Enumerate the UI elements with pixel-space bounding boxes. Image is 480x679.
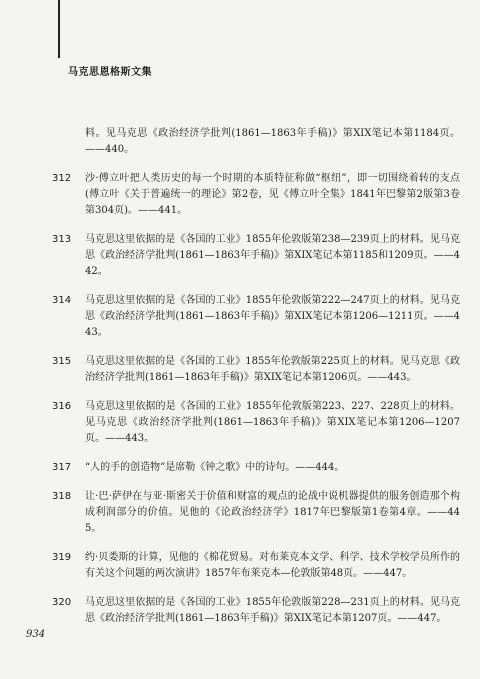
endnote-320 xyxy=(52,595,460,627)
running-head: 马克思恩格斯文集 xyxy=(68,67,152,78)
endnote-315 xyxy=(52,354,460,386)
endnote-313 xyxy=(52,232,460,280)
note-text: 马克思这里依据的是《各国的工业》1855年伦敦版第225页上的材料。见马克思《政治经济学批判(1861—1863年手稿)》第XIX笔记本第1206页。——443。 xyxy=(85,356,460,383)
note-number: 313 xyxy=(52,234,72,245)
margin-rule xyxy=(58,0,60,58)
note-text: 让·巴·萨伊在与亚·斯密关于价值和财富的观点的论战中说机器提供的服务创造那个构成利润部分的价值。见他的《论政治经济学》1817年巴黎版第1卷第4章。——445。 xyxy=(85,491,460,534)
note-number: 319 xyxy=(52,552,72,563)
note-number: 317 xyxy=(52,462,72,473)
endnote-312 xyxy=(52,171,460,219)
endnote-319 xyxy=(52,550,460,582)
endnote-314 xyxy=(52,293,460,341)
note-number: 320 xyxy=(52,597,72,608)
endnotes-list xyxy=(52,126,460,640)
note-text: 马克思这里依据的是《各国的工业》1855年伦敦版第223、227、228页上的材料。见马克思《政治经济学批判(1861—1863年手稿)》第XIX笔记本第1206—1207页。——443。 xyxy=(85,401,460,444)
note-text: 约·贝娄斯的计算，见他的《棉花贸易。对布莱克本文学、科学、技术学校学员所作的有关这个问题的两次演讲》1857年布莱克本—伦敦版第48页。——447。 xyxy=(85,552,460,579)
note-text: 沙·傅立叶把人类历史的每一个时期的本质特征称做“枢纽”，即一切围绕着转的支点(傅立叶《关于普遍统一的理论》第2卷，见《傅立叶全集》1841年巴黎第2版第3卷第304页)。——441。 xyxy=(85,173,460,216)
note-number: 315 xyxy=(52,356,72,367)
page-number: 934 xyxy=(26,629,46,640)
note-number: 316 xyxy=(52,401,72,412)
note-text: “人的手的创造物”是席勒《钟之歌》中的诗句。——444。 xyxy=(85,462,345,473)
endnote-318 xyxy=(52,489,460,537)
note-number: 318 xyxy=(52,491,72,502)
endnote-317 xyxy=(52,460,460,476)
endnote-316 xyxy=(52,399,460,447)
note-number: 314 xyxy=(52,295,72,306)
endnote-continuation xyxy=(52,126,460,158)
note-text: 马克思这里依据的是《各国的工业》1855年伦敦版第238—239页上的材料。见马克思《政治经济学批判(1861—1863年手稿)》第XIX笔记本第1185和1209页。——442。 xyxy=(85,234,460,277)
note-text: 马克思这里依据的是《各国的工业》1855年伦敦版第228—231页上的材料。见马克思《政治经济学批判(1861—1863年手稿)》第XIX笔记本第1207页。——447。 xyxy=(85,597,460,624)
note-number: 312 xyxy=(52,173,72,184)
note-text: 马克思这里依据的是《各国的工业》1855年伦敦版第222—247页上的材料。见马克思《政治经济学批判(1861—1863年手稿)》第XIX笔记本第1206—1211页。——443。 xyxy=(85,295,460,338)
note-text: 料。见马克思《政治经济学批判(1861—1863年手稿)》第XIX笔记本第1184页。——440。 xyxy=(85,128,460,155)
